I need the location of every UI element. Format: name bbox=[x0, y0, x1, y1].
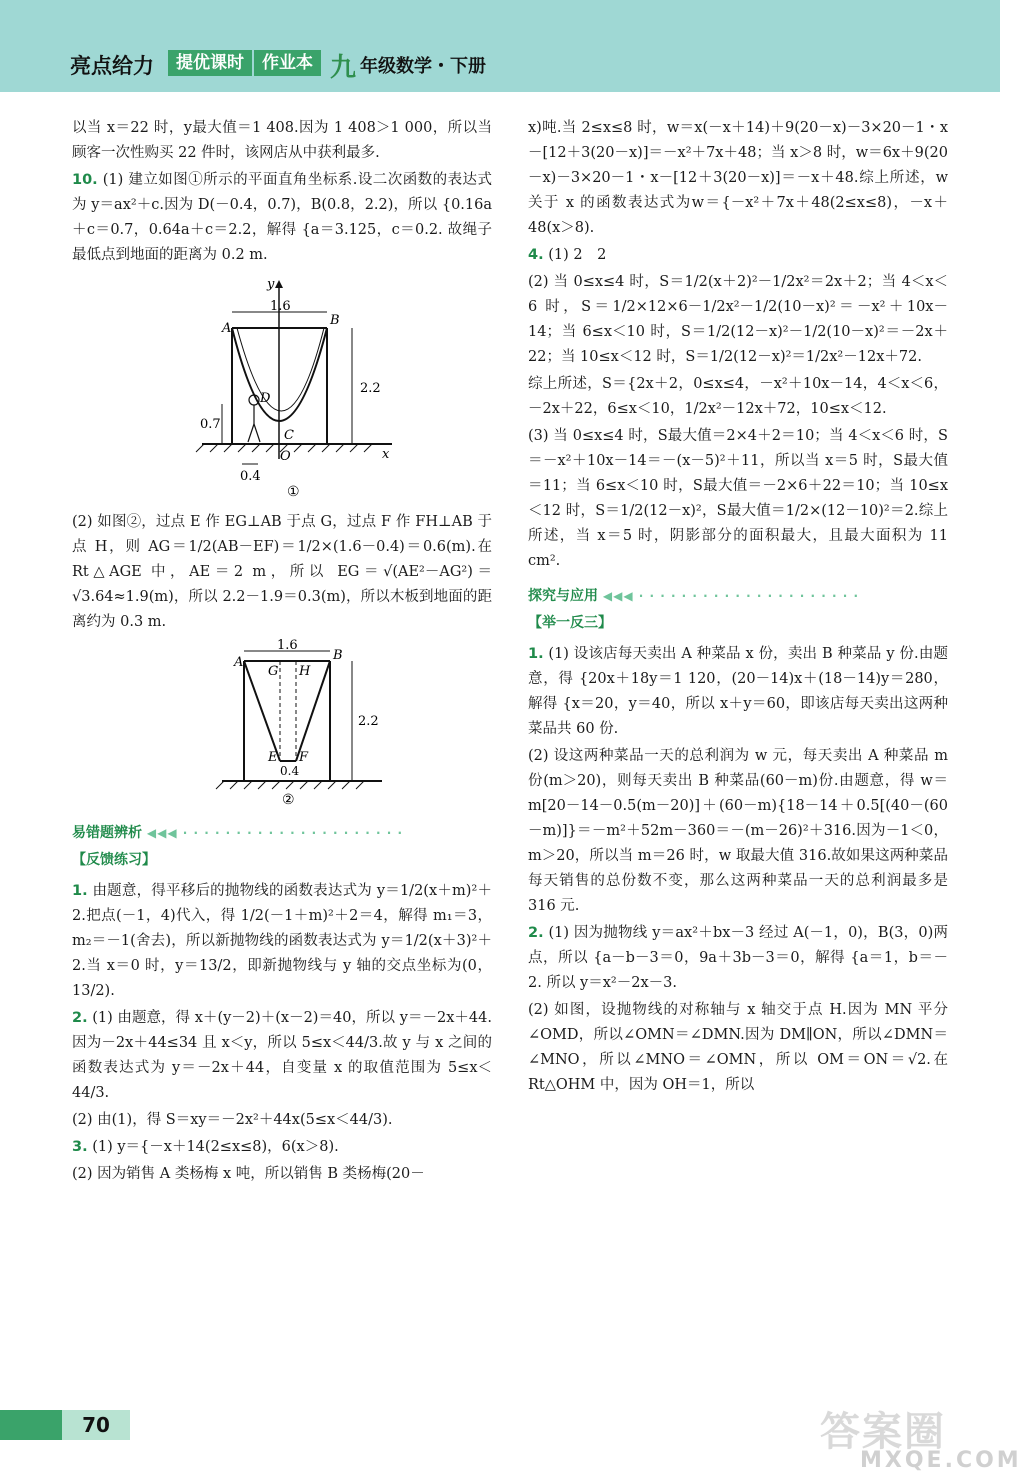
question-4 bbox=[528, 243, 948, 268]
paragraph: (2) 当 0≤x≤4 时，S＝1/2(x＋2)²－1/2x²＝2x＋2；当 4＜x＜6 时，S＝1/2×12×6－1/2x²－1/2(10－x)²＝－x²＋10x－14；当 6≤x＜10 时，S＝1/2(12－x)²－1/2(10－x)²＝－2x＋22；当 10≤x＜12 时，S＝1/2(12－x)²＝1/2x²－12x＋72. bbox=[528, 274, 948, 365]
point-b: B bbox=[333, 648, 343, 663]
point-a: A bbox=[222, 321, 232, 336]
subsection-heading: 【举一反三】 bbox=[528, 615, 612, 631]
question-number: 1. bbox=[528, 646, 544, 662]
figure-caption: ② bbox=[282, 792, 295, 808]
question-text: (1) 设该店每天卖出 A 种菜品 x 份，卖出 B 种菜品 y 份.由题意，得 {20x＋18y＝1 120，(20－14)x＋(18－14)y＝280，解得 {x＝20，y＝40，所以 x＋y＝60，即该店每天卖出这两种菜品共 60 份. bbox=[528, 646, 949, 737]
point-f: F bbox=[299, 750, 309, 765]
point-e: E bbox=[268, 750, 278, 765]
label-width: 1.6 bbox=[277, 638, 298, 653]
header-box-2: 作业本 bbox=[254, 50, 321, 76]
point-g: G bbox=[268, 664, 279, 679]
subsection-heading: 【反馈练习】 bbox=[72, 852, 156, 868]
question-text: 由题意，得平移后的抛物线的函数表达式为 y＝1/2(x＋m)²＋2.把点(－1，4)代入，得 1/2(－1＋m)²＋2＝4，解得 m₁＝3，m₂＝－1(舍去)，所以新抛物线的函数表达式为 y＝1/2(x＋3)²＋2.当 x＝0 时，y＝13/2，即新抛物线与 y 轴的交点坐标为(0，13/2). bbox=[72, 883, 492, 999]
header-box-1: 提优课时 bbox=[168, 50, 252, 76]
swing-board-diagram bbox=[72, 638, 492, 811]
question-number: 3. bbox=[72, 1139, 88, 1155]
figure-2 bbox=[72, 638, 492, 811]
paragraph: 综上所述，S＝{2x＋2，0≤x≤4，－x²＋10x－14，4＜x＜6，－2x＋22，6≤x＜10，1/2x²－12x＋72，10≤x＜12. bbox=[528, 376, 948, 417]
paragraph: (2) 因为销售 A 类杨梅 x 吨，所以销售 B 类杨梅(20－ bbox=[72, 1166, 425, 1182]
point-b: B bbox=[330, 313, 340, 328]
page-tab bbox=[0, 1410, 62, 1440]
section-heading bbox=[528, 584, 948, 609]
paragraph: 以当 x＝22 时，y最大值＝1 408.因为 1 408＞1 000，所以当顾客一次性购买 22 件时，该网店从中获利最多. bbox=[72, 120, 492, 161]
question-1 bbox=[72, 879, 492, 1004]
question-2 bbox=[528, 921, 948, 996]
axis-y: y bbox=[267, 277, 275, 292]
question-text: (1) 由题意，得 x＋(y－2)＋(x－2)＝40，所以 y＝－2x＋44.因为－2x＋44≤34 且 x＜y，所以 5≤x＜44/3.故 y 与 x 之间的函数表达式为 y＝－2x＋44，自变量 x 的取值范围为 5≤x＜44/3. bbox=[72, 1010, 492, 1101]
parabola-diagram bbox=[72, 274, 492, 504]
point-d: D bbox=[260, 391, 271, 406]
label-width: 1.6 bbox=[270, 299, 291, 314]
origin-o: O bbox=[280, 449, 291, 464]
question-text: (1) 因为抛物线 y＝ax²＋bx－3 经过 A(－1，0)，B(3，0)两点，所以 {a－b－3＝0，9a＋3b－3＝0，解得 {a＝1，b＝－2. 所以 y＝x²－2x－3. bbox=[528, 925, 948, 991]
watermark-url: MXQE.COM bbox=[860, 1448, 1022, 1473]
question-number: 2. bbox=[72, 1010, 88, 1026]
question-10 bbox=[72, 168, 492, 268]
header-subject: 年级数学・下册 bbox=[360, 56, 486, 77]
paragraph: (3) 当 0≤x≤4 时，S最大值＝2×4＋2＝10；当 4＜x＜6 时，S＝－x²＋10x－14＝－(x－5)²＋11，所以当 x＝5 时，S最大值＝11；当 6≤x＜10 时，S最大值＝－2×6＋22＝10；当 10≤x＜12 时，S＝1/2(12－x)²，S最大值＝1/2×(12－10)²＝2.综上所述，当 x＝5 时，阴影部分的面积最大，且最大面积为 11 cm². bbox=[528, 428, 948, 569]
section-dots: ◀◀◀ · · · · · · · · · · · · · · · · · · · · · bbox=[146, 826, 404, 840]
question-number: 1. bbox=[72, 883, 88, 899]
label-bottom: 0.4 bbox=[240, 469, 261, 484]
label-height: 2.2 bbox=[360, 381, 381, 396]
question-text: (1) y＝{－x＋14(2≤x≤8)，6(x＞8). bbox=[92, 1139, 339, 1155]
question-number: 2. bbox=[528, 925, 544, 941]
label-left: 0.7 bbox=[200, 417, 221, 432]
paragraph: (2) 如图②，过点 E 作 EG⊥AB 于点 G，过点 F 作 FH⊥AB 于点 H，则 AG＝1/2(AB－EF)＝1/2×(1.6－0.4)＝0.6(m).在 Rt△AGE 中，AE＝2 m，所以 EG＝√(AE²－AG²)＝√3.64≈1.9(m)，所以 2.2－1.9＝0.3(m)，所以木板到地面的距离约为 0.3 m. bbox=[72, 514, 492, 630]
label-bottom: 0.4 bbox=[280, 764, 300, 778]
figure-caption: ① bbox=[287, 484, 300, 500]
section-title: 探究与应用 bbox=[528, 588, 598, 604]
point-c: C bbox=[284, 428, 294, 443]
paragraph: (2) 设这两种菜品一天的总利润为 w 元，每天卖出 A 种菜品 m 份(m＞20)，则每天卖出 B 种菜品(60－m)份.由题意，得 w＝m[20－14－0.5(m－20)]＋(60－m){18－14＋0.5[(40－(60－m)]}＝－m²＋52m－360＝－(m－26)²＋316.因为－1＜0，m＞20，所以当 m＝26 时，w 取最大值 316.故如果这两种菜品每天销售的总份数不变，那么这两种菜品一天的总利润最多是 316 元. bbox=[528, 748, 948, 914]
question-number: 10. bbox=[72, 172, 98, 188]
question-2 bbox=[72, 1006, 492, 1106]
paragraph: (2) 如图，设抛物线的对称轴与 x 轴交于点 H.因为 MN 平分∠OMD，所以∠OMN＝∠DMN.因为 DM∥ON，所以∠DMN＝∠MNO，所以∠MNO＝∠OMN，所以 OM＝ON＝√2.在 Rt△OHM 中，因为 OH＝1，所以 bbox=[528, 1002, 948, 1093]
question-text: (1) 2 2 bbox=[548, 247, 607, 263]
figure-1 bbox=[72, 274, 492, 504]
label-height: 2.2 bbox=[358, 714, 379, 729]
section-title: 易错题辨析 bbox=[72, 825, 142, 841]
header-grade: 九 bbox=[330, 53, 357, 83]
brand-title: 亮点给力 bbox=[70, 54, 154, 78]
question-text: (1) 建立如图①所示的平面直角坐标系.设二次函数的表达式为 y＝ax²＋c.因为 D(－0.4，0.7)，B(0.8，2.2)，所以 {0.16a＋c＝0.7，0.64a＋c＝2.2，解得 {a＝3.125，c＝0.2. 故绳子最低点到地面的距离为 0.2 m. bbox=[72, 172, 492, 263]
watermark-logo: 答案圈 bbox=[820, 1409, 946, 1455]
question-1 bbox=[528, 642, 948, 742]
axis-x: x bbox=[382, 447, 390, 462]
section-dots: ◀◀◀ · · · · · · · · · · · · · · · · · · · · · bbox=[602, 589, 860, 603]
section-heading bbox=[72, 821, 492, 846]
paragraph: x)吨.当 2≤x≤8 时，w＝x(－x＋14)＋9(20－x)－3×20－1・x－[12＋3(20－x)]＝－x²＋7x＋48；当 x＞8 时，w＝6x＋9(20－x)－3×20－1・x－[12＋3(20－x)]＝－x＋48.综上所述，w 关于 x 的函数表达式为w＝{－x²＋7x＋48(2≤x≤8)，－x＋48(x＞8). bbox=[528, 120, 948, 236]
left-column bbox=[72, 116, 492, 1189]
question-3 bbox=[72, 1135, 492, 1160]
paragraph: (2) 由(1)，得 S＝xy＝－2x²＋44x(5≤x＜44/3). bbox=[72, 1112, 393, 1128]
right-column bbox=[528, 116, 948, 1100]
point-a: A bbox=[234, 655, 244, 670]
page-header bbox=[0, 0, 1000, 92]
point-h: H bbox=[299, 664, 311, 679]
question-number: 4. bbox=[528, 247, 544, 263]
page-number: 70 bbox=[62, 1410, 130, 1440]
